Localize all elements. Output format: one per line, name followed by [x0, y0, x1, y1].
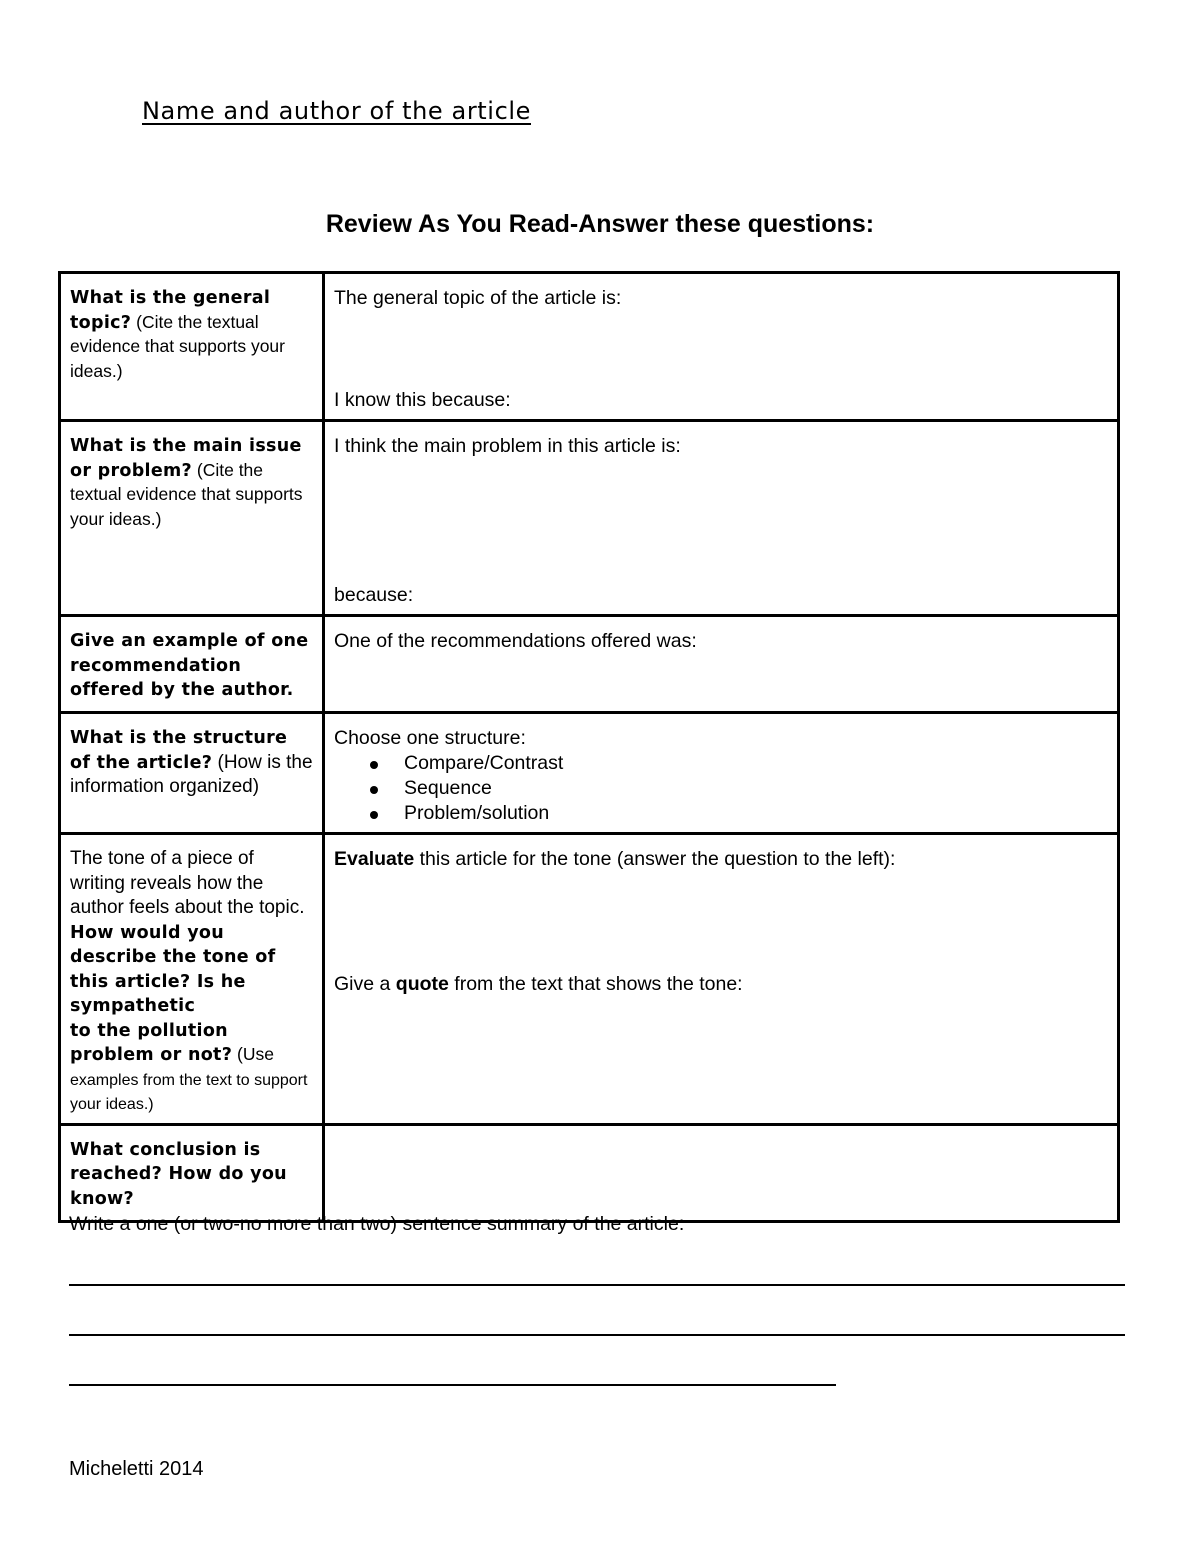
question-note: (Cite the textual evidence that supports your ideas.): [70, 459, 303, 529]
answer-followup: I know this because:: [334, 389, 511, 411]
answer-cell[interactable]: [324, 713, 1119, 834]
answer-prompt: I think the main problem in this article is:: [334, 435, 681, 457]
quote-prompt: [334, 972, 1108, 997]
answer-cell[interactable]: [324, 273, 1119, 421]
question-cell: [60, 273, 324, 421]
question-bold: How would you describe the tone of this article? Is he sympathetic: [70, 922, 276, 1016]
answer-cell[interactable]: [324, 1124, 1119, 1221]
structure-option[interactable]: Compare/Contrast: [404, 751, 1108, 776]
question-note: (Cite the textual evidence that supports your ideas.): [70, 311, 285, 381]
question-bold: Give an example of one recommendation offered by the author.: [70, 631, 309, 700]
footer-credit: Micheletti 2014: [69, 1458, 204, 1480]
question-cell: [60, 1124, 324, 1221]
question-cell: [60, 421, 324, 616]
answer-cell[interactable]: [324, 616, 1119, 713]
answer-cell[interactable]: [324, 421, 1119, 616]
table-row: [60, 834, 1119, 1125]
worksheet-title: Review As You Read-Answer these questions:: [325, 210, 875, 238]
summary-writing-line[interactable]: [69, 1284, 1125, 1286]
evaluate-bold: Evaluate: [334, 848, 415, 870]
answer-cell[interactable]: [324, 834, 1119, 1125]
answer-prompt: Choose one structure:: [334, 727, 526, 749]
quote-bold: quote: [395, 973, 449, 995]
structure-option[interactable]: Problem/solution: [404, 801, 1108, 826]
question-note: (Use: [232, 1044, 274, 1064]
summary-writing-line[interactable]: [69, 1384, 836, 1386]
summary-prompt: Write a one (or two-no more than two) sentence summary of the article:: [69, 1213, 685, 1235]
question-bold: What is the general topic?: [70, 288, 271, 333]
review-questions-table: [58, 271, 1120, 1223]
evaluate-text: this article for the tone (answer the question to the left):: [414, 848, 896, 870]
table-row: [60, 421, 1119, 616]
question-bold: What is the main issue or problem?: [70, 436, 302, 481]
article-name-label: Name and author of the article: [142, 97, 531, 125]
question-cell: [60, 713, 324, 834]
quote-pre: Give a: [334, 973, 396, 995]
structure-option[interactable]: Sequence: [404, 776, 1108, 801]
question-bold-continued: to the pollution problem or not?: [70, 1020, 233, 1065]
table-row: [60, 1124, 1119, 1221]
answer-followup: because:: [334, 584, 414, 606]
table-row: [60, 713, 1119, 834]
answer-prompt: The general topic of the article is:: [334, 287, 622, 309]
table-row: [60, 273, 1119, 421]
structure-options: [334, 751, 1108, 826]
question-note: (How is the information organized): [70, 751, 313, 797]
table-row: [60, 616, 1119, 713]
question-bold: What is the structure of the article?: [70, 728, 288, 773]
summary-writing-line[interactable]: [69, 1334, 1125, 1336]
question-cell: [60, 616, 324, 713]
quote-post: from the text that shows the tone:: [448, 973, 743, 995]
question-note-small: examples from the text to support your ideas.): [70, 1071, 308, 1113]
question-cell: [60, 834, 324, 1125]
question-lead: The tone of a piece of writing reveals how the author feels about the topic.: [70, 848, 305, 918]
evaluate-prompt: [334, 847, 1108, 872]
question-bold: What conclusion is reached? How do you know?: [70, 1139, 287, 1209]
answer-prompt: One of the recommendations offered was:: [334, 630, 697, 652]
